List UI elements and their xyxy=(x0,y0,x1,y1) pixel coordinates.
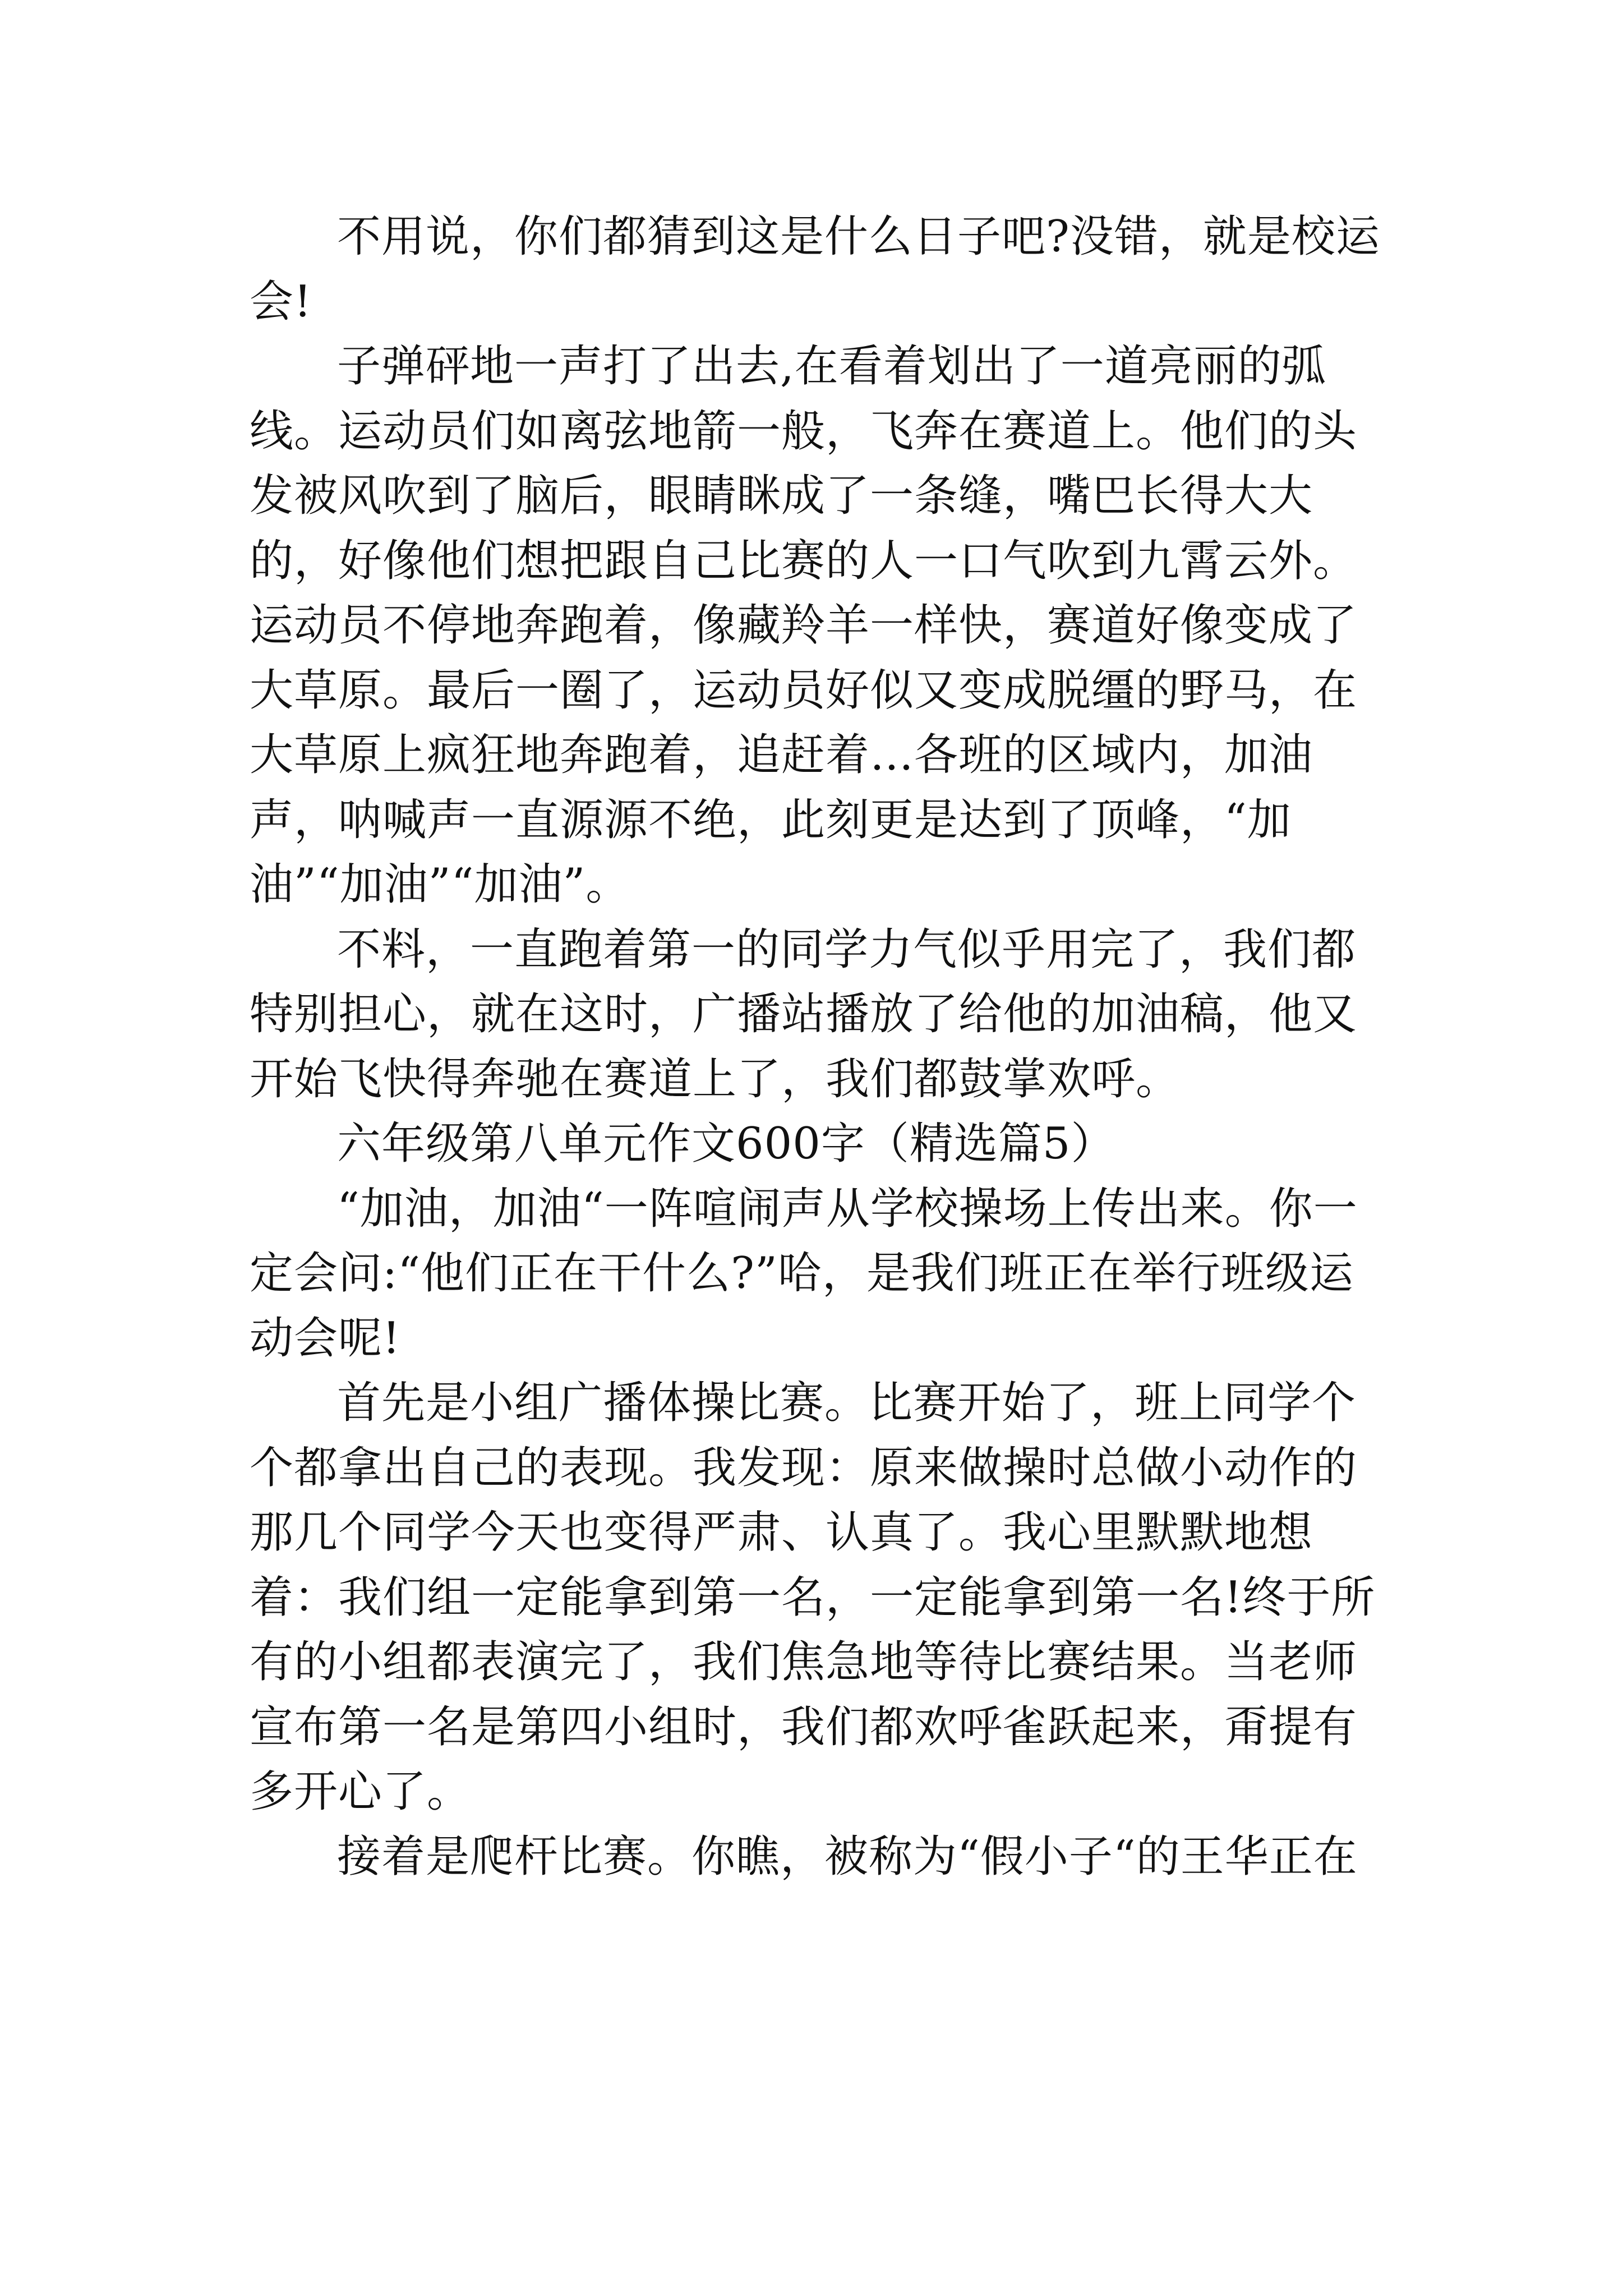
paragraph: 首先是小组广播体操比赛。比赛开始了，班上同学个个都拿出自己的表现。我发现：原来做操时总做小动作的那几个同学今天也变得严肃、认真了。我心里默默地想着：我们组一定能拿到第一名，一定能拿到第一名!终于所有的小组都表演完了，我们焦急地等待比赛结果。当老师宣布第一名是第四小组时，我们都欢呼雀跃起来，甭提有多开心了。 xyxy=(250,1378,1376,1817)
paragraph: 不料，一直跑着第一的同学力气似乎用完了，我们都特别担心，就在这时，广播站播放了给他的加油稿，他又开始飞快得奔驰在赛道上了，我们都鼓掌欢呼。 xyxy=(250,924,1358,1105)
paragraph: 不用说，你们都猜到这是什么日子吧?没错，就是校运会! xyxy=(250,211,1380,327)
paragraph: 子弹砰地一声打了出去,在看着划出了一道亮丽的弧线。运动员们如离弦地箭一般，飞奔在赛道上。他们的头发被风吹到了脑后，眼睛眯成了一条缝，嘴巴长得大大的，好像他们想把跟自己比赛的人一口气吹到九霄云外。运动员不停地奔跑着，像藏羚羊一样快，赛道好像变成了大草原。最后一圈了，运动员好似又变成脱缰的野马，在大草原上疯狂地奔跑着，追赶着…各班的区域内，加油声，呐喊声一直源源不绝，此刻更是达到了顶峰，“加油”“加油”“加油”。 xyxy=(250,341,1358,910)
paragraph: “加油，加油“一阵喧闹声从学校操场上传出来。你一定会问:“他们正在干什么?”哈，是我们班正在举行班级运动会呢! xyxy=(250,1183,1358,1364)
section-title: 六年级第八单元作文600字（精选篇5） xyxy=(337,1119,1115,1169)
paragraph: 接着是爬杆比赛。你瞧，被称为“假小子“的王华正在 xyxy=(337,1831,1358,1882)
document-body xyxy=(250,205,1388,1889)
